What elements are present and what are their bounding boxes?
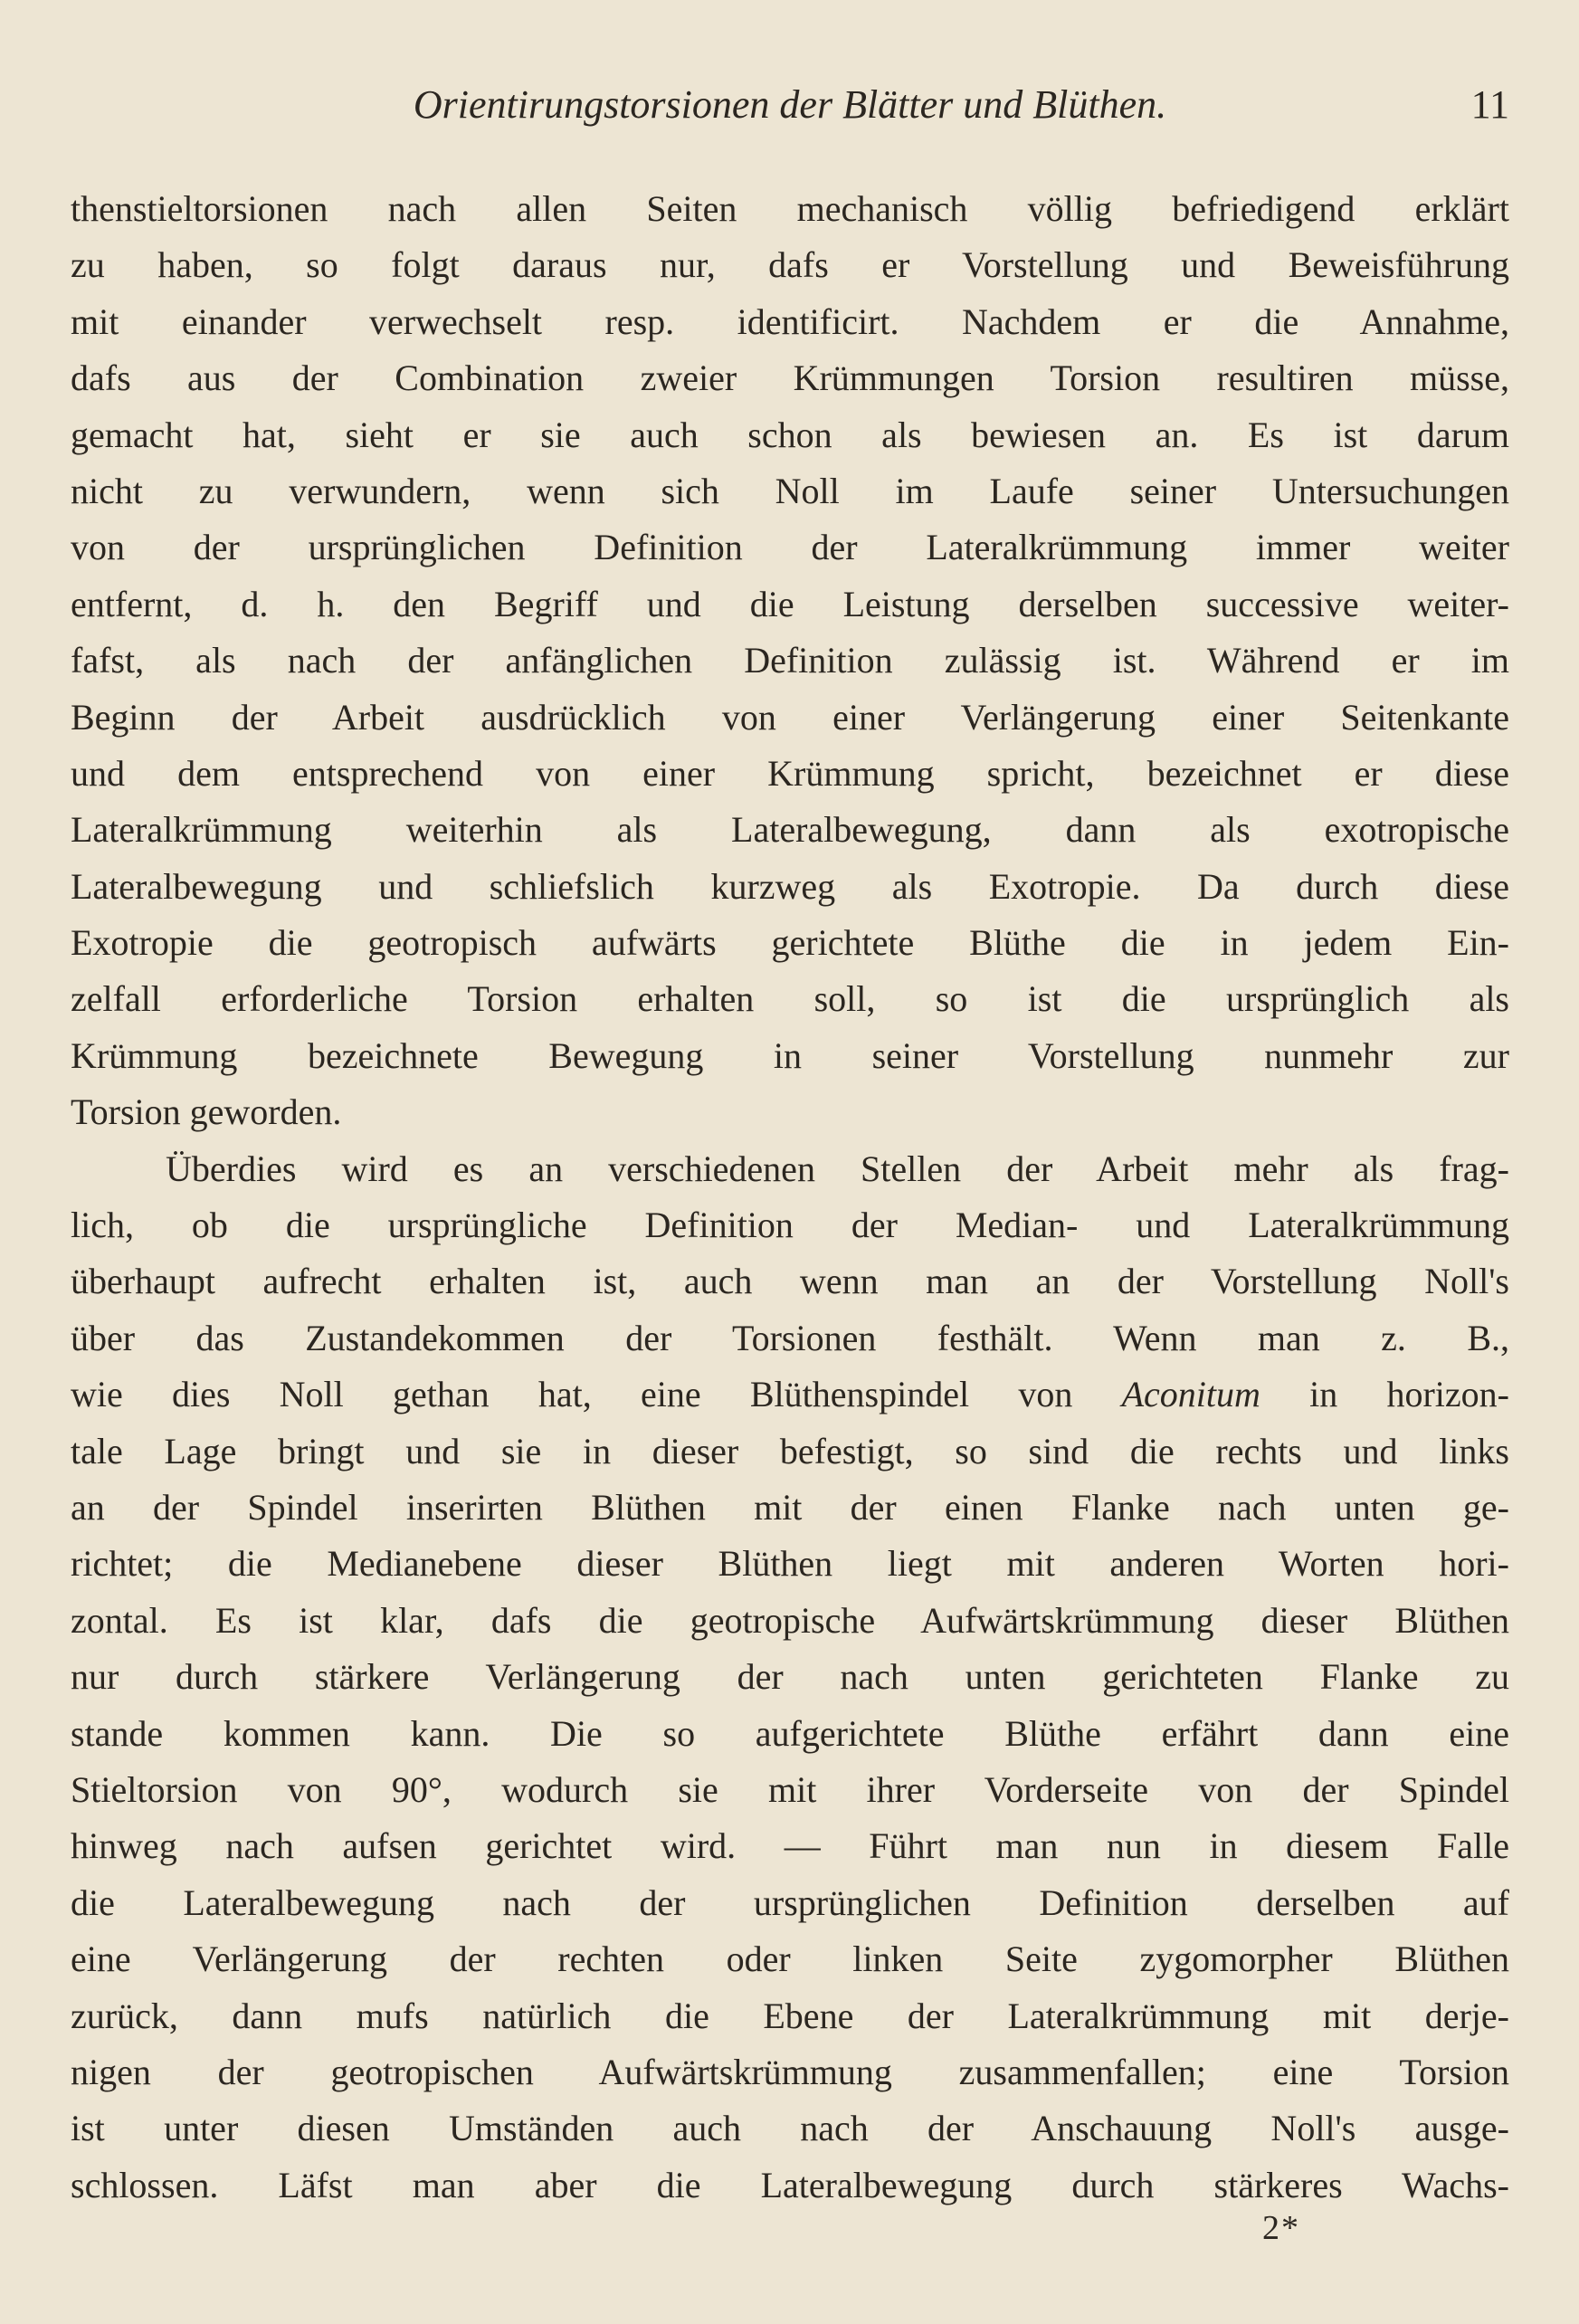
text-line: stande kommen kann. Die so aufgerichtete Blüthe erfährt dann eine [71,1712,1509,1754]
body-text [71,181,1509,2214]
text-line: und dem entsprechend von einer Krümmung spricht, bezeichnet er diese [71,752,1509,794]
text-line: nigen der geotropischen Aufwärtskrümmung zusammenfallen; eine Torsion [71,2051,1509,2092]
text-line: Exotropie die geotropisch aufwärts gerichtete Blüthe die in jedem Ein- [71,922,1509,964]
text-line: lich, ob die ursprüngliche Definition der Median- und Lateralkrümmung [71,1205,1509,1246]
text-line: zelfall erforderliche Torsion erhalten soll, so ist die ursprünglich als [71,978,1509,1020]
page-header [71,81,1509,136]
page-number: 11 [1470,82,1509,127]
running-title: Orientirungstorsionen der Blätter und Blüthen. [413,82,1167,127]
text-line: dafs aus der Combination zweier Krümmungen Torsion resultiren müsse, [71,357,1509,399]
text-line: Stieltorsion von 90°, wodurch sie mit ihrer Vorderseite von der Spindel [71,1768,1509,1810]
text-line: thenstieltorsionen nach allen Seiten mechanisch völlig befriedigend erklärt [71,188,1509,229]
text-line: gemacht hat, sieht er sie auch schon als bewiesen an. Es ist darum [71,414,1509,455]
text-line-with-italic [71,1367,1509,1423]
text-line: an der Spindel inserirten Blüthen mit der einen Flanke nach unten ge- [71,1486,1509,1528]
text-line: nicht zu verwundern, wenn sich Noll im Laufe seiner Untersuchungen [71,470,1509,511]
text-line: Torsion geworden. [71,1091,342,1133]
text-line: überhaupt aufrecht erhalten ist, auch wenn man an der Vorstellung Noll's [71,1261,1509,1302]
text-line: entfernt, d. h. den Begriff und die Leistung derselben successive weiter- [71,583,1509,624]
text-line: über das Zustandekommen der Torsionen festhält. Wenn man z. B., [71,1317,1509,1358]
text-line: Überdies wird es an verschiedenen Stellen der Arbeit mehr als frag- [166,1148,1509,1189]
text-line: nur durch stärkere Verlängerung der nach unten gerichteten Flanke zu [71,1656,1509,1698]
text-line: zu haben, so folgt daraus nur, dafs er Vorstellung und Beweisführung [71,244,1509,286]
signature-mark: 2* [1262,2209,1300,2247]
text-line: Lateralbewegung und schliefslich kurzweg als Exotropie. Da durch diese [71,865,1509,907]
text-line: Krümmung bezeichnete Bewegung in seiner Vorstellung nunmehr zur [71,1034,1509,1076]
text-line: richtet; die Medianebene dieser Blüthen liegt mit anderen Worten hori- [71,1543,1509,1585]
text-line: von der ursprünglichen Definition der Lateralkrümmung immer weiter [71,527,1509,568]
text-line: hinweg nach aufsen gerichtet wird. — Führt man nun in diesem Falle [71,1825,1509,1867]
text-segment: in horizon- [1260,1374,1509,1415]
text-segment: wie dies Noll gethan hat, eine Blüthenspindel von [71,1374,1122,1415]
text-line: Beginn der Arbeit ausdrücklich von einer Verlängerung einer Seitenkante [71,696,1509,738]
text-line: Lateralkrümmung weiterhin als Lateralbewegung, dann als exotropische [71,809,1509,851]
text-line: zurück, dann mufs natürlich die Ebene der Lateralkrümmung mit derje- [71,1995,1509,2036]
text-line: schlossen. Läfst man aber die Lateralbewegung durch stärkeres Wachs- [71,2164,1509,2205]
text-line: fafst, als nach der anfänglichen Definition zulässig ist. Während er im [71,640,1509,681]
text-line: eine Verlängerung der rechten oder linken Seite zygomorpher Blüthen [71,1938,1509,1980]
text-line: zontal. Es ist klar, dafs die geotropische Aufwärtskrümmung dieser Blüthen [71,1599,1509,1641]
text-line: tale Lage bringt und sie in dieser befestigt, so sind die rechts und links [71,1430,1509,1472]
genus-name-italic: Aconitum [1121,1374,1260,1415]
text-line: mit einander verwechselt resp. identificirt. Nachdem er die Annahme, [71,300,1509,342]
text-line: die Lateralbewegung nach der ursprünglichen Definition derselben auf [71,1881,1509,1923]
text-line: ist unter diesen Umständen auch nach der Anschauung Noll's ausge- [71,2108,1509,2149]
